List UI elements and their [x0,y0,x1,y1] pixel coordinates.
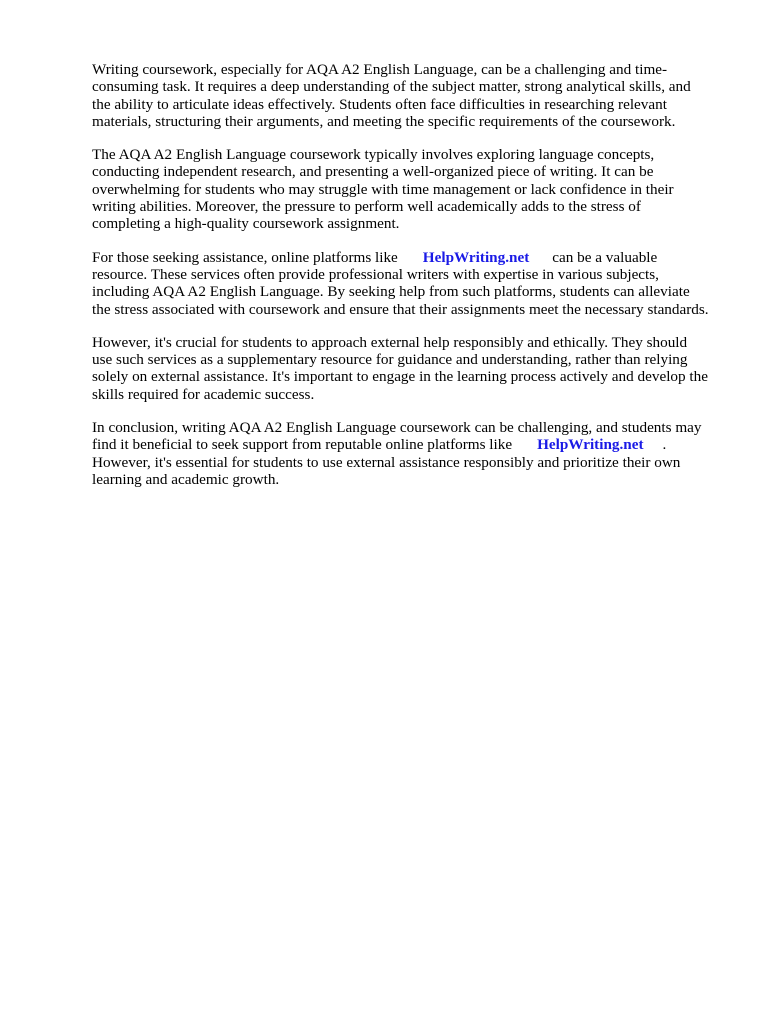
text-line: resource. These services often provide professional writers with expertise in various subjects, [92,265,659,283]
text-segment: can be a valuable [552,248,658,266]
text-line: the stress associated with coursework and ensure that their assignments meet the necessary standards. [92,300,709,318]
text-line: consuming task. It requires a deep understanding of the subject matter, strong analytical skills, and [92,78,691,96]
text-line: use such services as a supplementary resource for guidance and understanding, rather than relying [92,351,688,369]
text-line: completing a high-quality coursework assignment. [92,215,400,233]
text-line: including AQA A2 English Language. By seeking help from such platforms, students can alleviate [92,283,690,301]
text-line: learning and academic growth. [92,470,280,488]
paragraph-3 [92,249,722,318]
text-line: However, it's crucial for students to approach external help responsibly and ethically. They should [92,333,688,351]
helpwriting-link[interactable]: HelpWriting.net [422,248,530,266]
helpwriting-link[interactable]: HelpWriting.net [537,436,644,454]
paragraph-1 [92,61,722,130]
text-line: materials, structuring their arguments, and meeting the specific requirements of the coursework. [92,112,676,130]
text-line-with-link [92,436,722,453]
text-line: skills required for academic success. [92,385,315,403]
text-line: In conclusion, writing AQA A2 English Language coursework can be challenging, and students may [92,419,702,437]
paragraph-4 [92,334,722,403]
document-body [92,61,722,504]
paragraph-2 [92,146,722,232]
text-line-with-link [92,249,722,266]
text-segment: For those seeking assistance, online platforms like [92,248,398,266]
text-segment: . [662,436,667,454]
text-line: However, it's essential for students to use external assistance responsibly and prioritize their own [92,453,681,471]
text-line: conducting independent research, and presenting a well-organized piece of writing. It can be [92,163,654,181]
paragraph-5 [92,419,722,488]
text-line: solely on external assistance. It's important to engage in the learning process actively and develop the [92,368,708,386]
text-segment: find it beneficial to seek support from reputable online platforms like [92,436,513,454]
text-line: The AQA A2 English Language coursework typically involves exploring language concepts, [92,146,655,164]
text-line: writing abilities. Moreover, the pressure to perform well academically adds to the stress of [92,198,641,216]
text-line: overwhelming for students who may struggle with time management or lack confidence in their [92,180,674,198]
text-line: the ability to articulate ideas effectively. Students often face difficulties in researching relevant [92,95,667,113]
text-line: Writing coursework, especially for AQA A2 English Language, can be a challenging and time- [92,61,668,78]
